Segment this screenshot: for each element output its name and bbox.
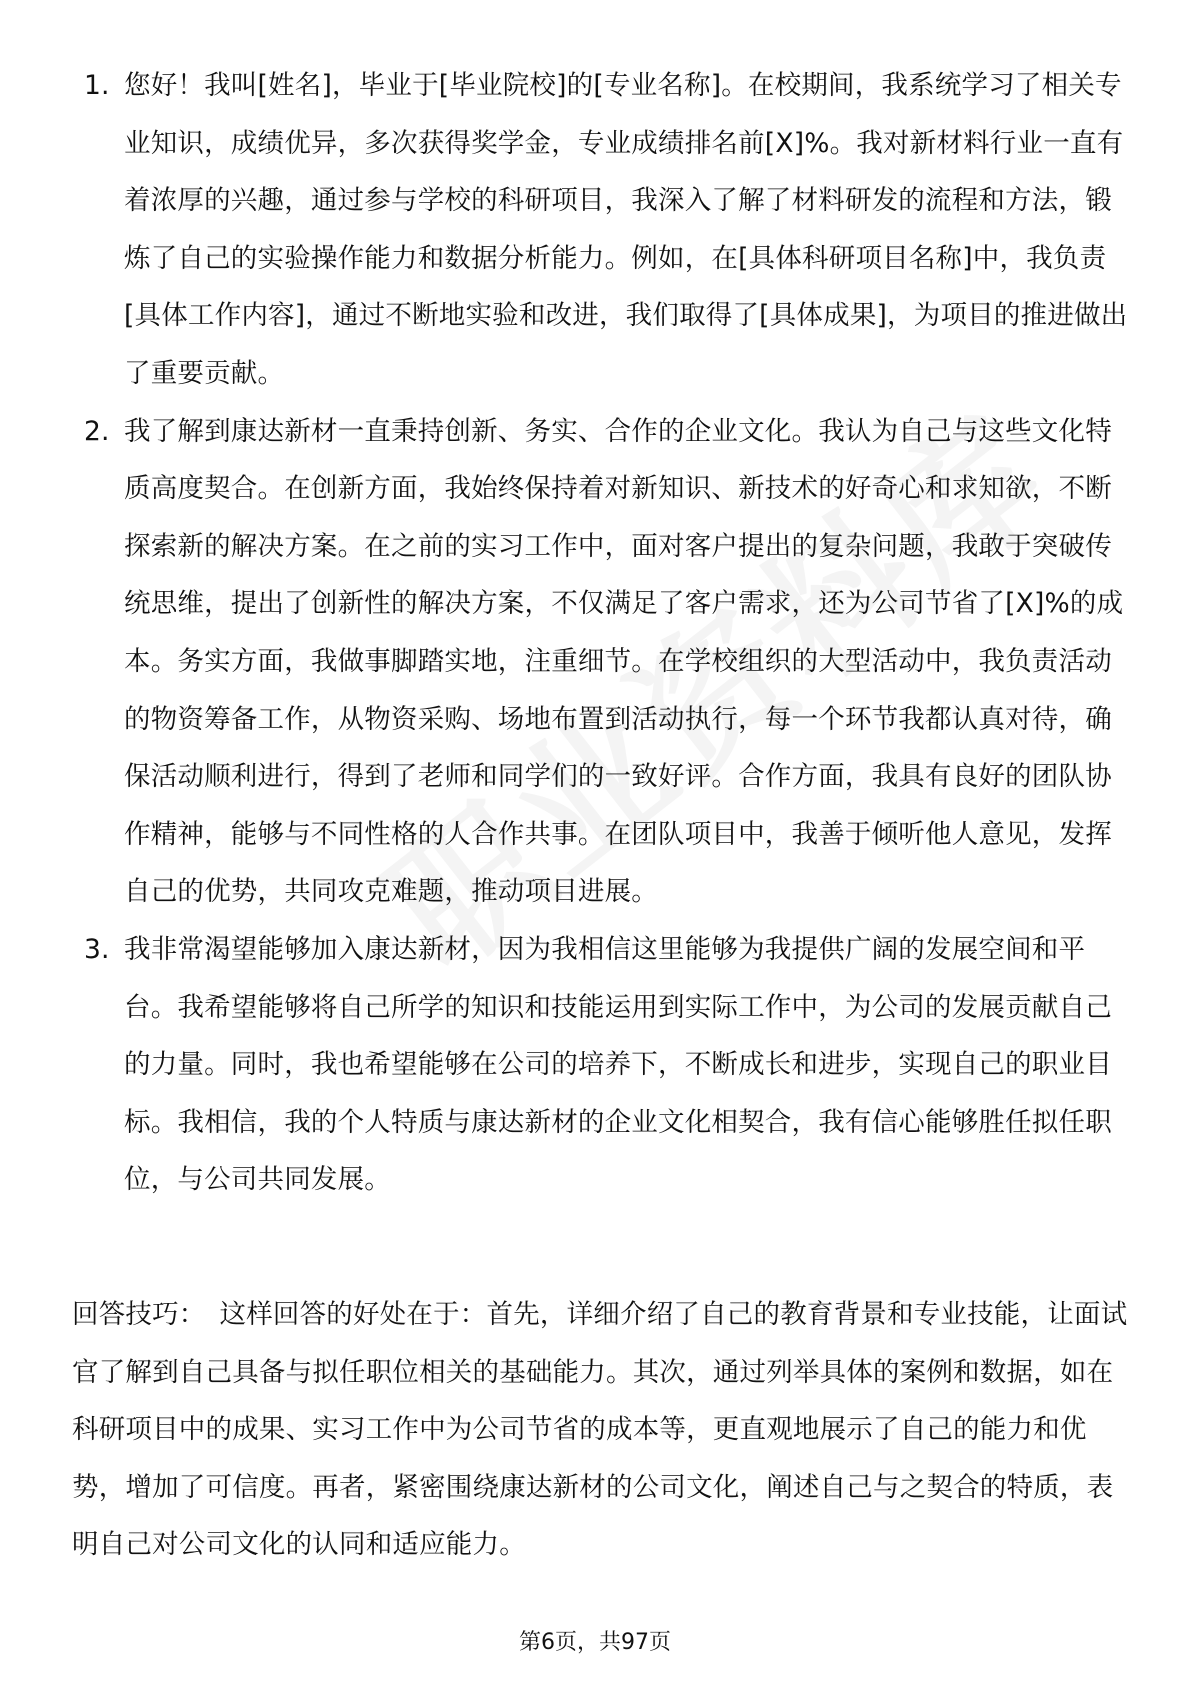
page-footer: 第6页，共97页: [519, 1630, 671, 1655]
answer-tips: [72, 1286, 1132, 1574]
list-number: 3.: [84, 933, 110, 965]
list-item-2: [0, 403, 1190, 921]
list-number: 1.: [84, 70, 110, 101]
list-item-3: [0, 921, 1190, 1209]
list-number: 2.: [84, 415, 110, 447]
list-item-text: 您好！我叫[姓名]，毕业于[毕业院校]的[专业名称]。在校期间，我系统学习了相关专业知识，成绩优异，多次获得奖学金，专业成绩排名前[X]%。我对新材料行业一直有着浓厚的兴趣，通过参与学校的科研项目，我深入了解了材料研发的流程和方法，锻炼了自己的实验操作能力和数据分析能力。例如，在[具体科研项目名称]中，我负责[具体工作内容]，通过不断地实验和改进，我们取得了[具体成果]，为项目的推进做出了重要贡献。: [124, 70, 1128, 389]
tips-label: 回答技巧：: [72, 1299, 206, 1330]
list-item-text: 我了解到康达新材一直秉持创新、务实、合作的企业文化。我认为自己与这些文化特质高度契合。在创新方面，我始终保持着对新知识、新技术的好奇心和求知欲，不断探索新的解决方案。在之前的实习工作中，面对客户提出的复杂问题，我敢于突破传统思维，提出了创新性的解决方案，不仅满足了客户需求，还为公司节省了[X]%的成本。务实方面，我做事脚踏实地，注重细节。在学校组织的大型活动中，我负责活动的物资筹备工作，从物资采购、场地布置到活动执行，每一个环节我都认真对待，确保活动顺利进行，得到了老师和同学们的一致好评。合作方面，我具有良好的团队协作精神，能够与不同性格的人合作共事。在团队项目中，我善于倾听他人意见，发挥自己的优势，共同攻克难题，推动项目进展。: [124, 415, 1124, 908]
tips-text: 这样回答的好处在于：首先，详细介绍了自己的教育背景和专业技能，让面试官了解到自己具备与拟任职位相关的基础能力。其次，通过列举具体的案例和数据，如在科研项目中的成果、实习工作中为公司节省的成本等，更直观地展示了自己的能力和优势，增加了可信度。再者，紧密围绕康达新材的公司文化，阐述自己与之契合的特质，表明自己对公司文化的认同和适应能力。: [72, 1299, 1128, 1561]
list-item-text: 我非常渴望能够加入康达新材，因为我相信这里能够为我提供广阔的发展空间和平台。我希望能够将自己所学的知识和技能运用到实际工作中，为公司的发展贡献自己的力量。同时，我也希望能够在公司的培养下，不断成长和进步，实现自己的职业目标。我相信，我的个人特质与康达新材的企业文化相契合，我有信心能够胜任拟任职位，与公司共同发展。: [124, 933, 1112, 1196]
list-item-1: [0, 57, 1190, 403]
answer-list: [0, 57, 1190, 1209]
